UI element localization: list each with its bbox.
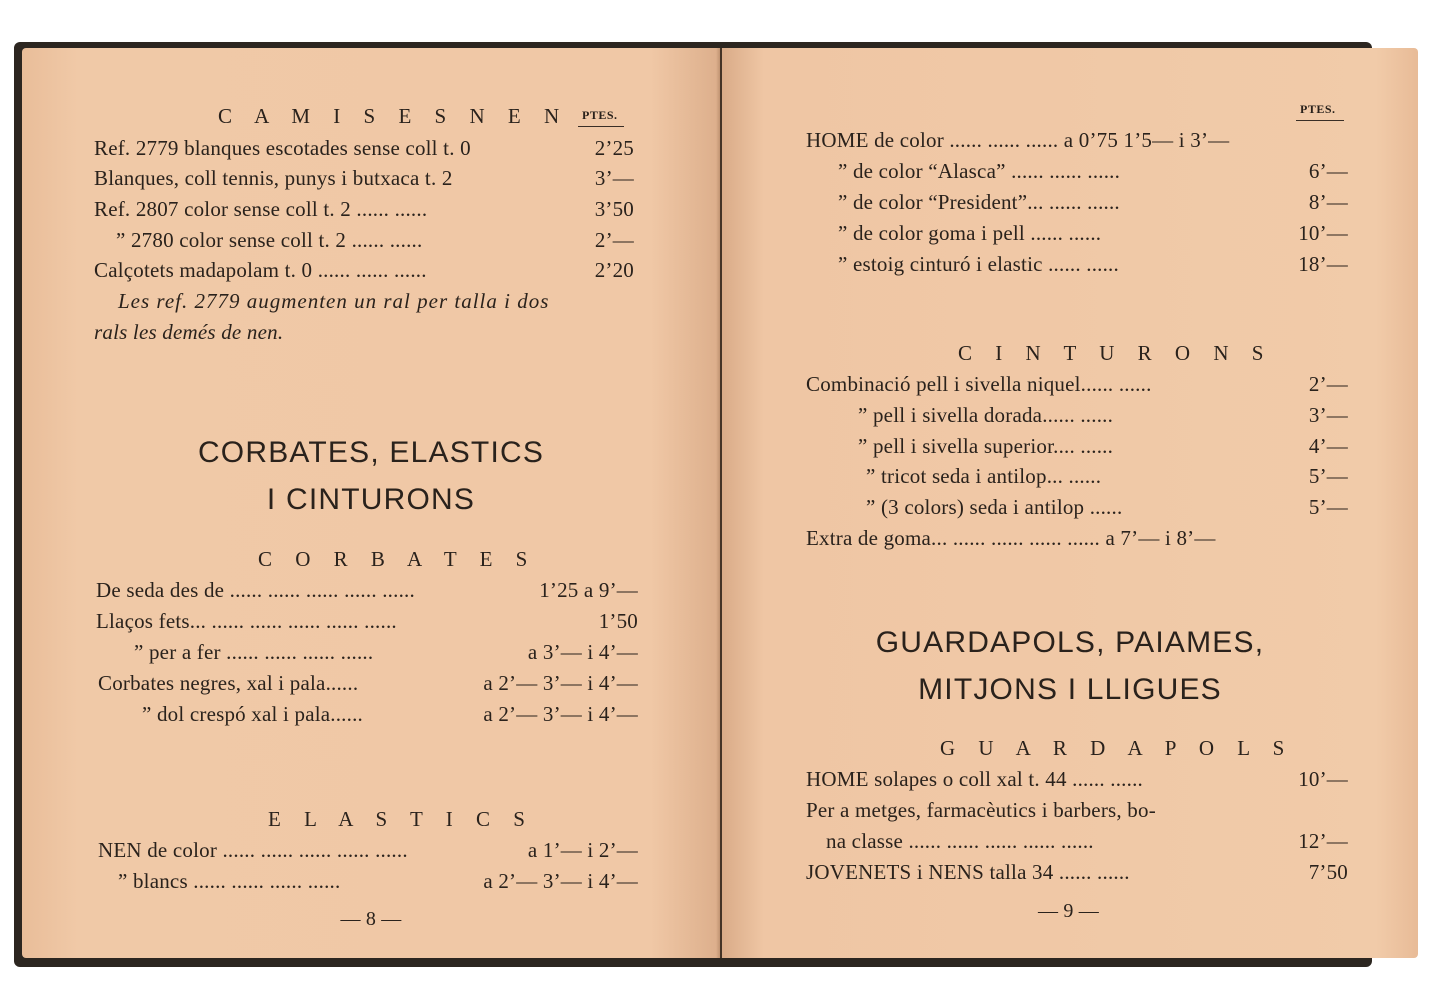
note-line-1: Les ref. 2779 augmenten un ral per talla i dos <box>118 289 550 313</box>
ptes-label: PTES. <box>1300 102 1336 116</box>
item-price: 2’— <box>1308 372 1348 396</box>
item-desc: HOME de color ...... ...... ...... a 0’75 1’5— i 3’— <box>806 128 1230 152</box>
item-price: 7’50 <box>1308 860 1348 884</box>
item-price: 1’25 a 9’— <box>539 578 638 602</box>
item-desc: Extra de goma... ...... ...... ...... ...... a 7’— i 8’— <box>806 526 1216 550</box>
item-desc: Corbates negres, xal i pala...... <box>98 671 359 695</box>
item-desc: ” dol crespó xal i pala...... <box>142 702 363 726</box>
item-desc: ” pell i sivella superior.... ...... <box>858 434 1114 458</box>
item-price: 2’25 <box>594 136 634 160</box>
item-price: 3’— <box>1308 403 1348 427</box>
item-desc: Llaços fets... ...... ...... ...... ...... ...... <box>96 609 397 633</box>
ptes-underline <box>1296 120 1344 121</box>
item-price: a 2’— 3’— i 4’— <box>483 702 638 726</box>
item-desc: ” tricot seda i antilop... ...... <box>866 464 1102 488</box>
item-desc: ” de color “Alasca” ...... ...... ...... <box>838 159 1121 183</box>
item-price: 2’— <box>594 228 634 252</box>
item-price: 3’— <box>594 166 634 190</box>
section-title-guardapols: G U A R D A P O L S <box>940 736 1294 760</box>
item-desc: NEN de color ...... ...... ...... ...... ...... <box>98 838 408 862</box>
ptes-underline <box>578 126 624 127</box>
item-desc: ” (3 colors) seda i antilop ...... <box>866 495 1123 519</box>
section-title-cinturons: C I N T U R O N S <box>958 341 1273 365</box>
section-title-corbates: C O R B A T E S <box>258 547 537 571</box>
item-price: 18’— <box>1298 252 1348 276</box>
item-desc: JOVENETS i NENS talla 34 ...... ...... <box>806 860 1130 884</box>
item-price: 10’— <box>1298 221 1348 245</box>
item-desc: na classe ...... ...... ...... ...... ...... <box>826 829 1094 853</box>
heading-line-2: MITJONS I LLIGUES <box>918 673 1222 706</box>
item-price: a 1’— i 2’— <box>527 838 638 862</box>
item-desc: Per a metges, farmacèutics i barbers, bo- <box>806 798 1156 822</box>
item-price: 6’— <box>1308 159 1348 183</box>
item-desc: Ref. 2807 color sense coll t. 2 ...... ...... <box>94 197 428 221</box>
item-desc: Combinació pell i sivella niquel...... ...... <box>806 372 1152 396</box>
item-desc: Ref. 2779 blanques escotades sense coll t. 0 <box>94 136 471 160</box>
item-desc: ” 2780 color sense coll t. 2 ...... ...... <box>116 228 423 252</box>
item-desc: Calçotets madapolam t. 0 ...... ...... ...... <box>94 258 427 282</box>
item-desc: De seda des de ...... ...... ...... ...... ...... <box>96 578 415 602</box>
right-page <box>722 48 1418 958</box>
item-desc: ” blancs ...... ...... ...... ...... <box>118 869 341 893</box>
item-price: 5’— <box>1308 495 1348 519</box>
item-desc: HOME solapes o coll xal t. 44 ...... ...... <box>806 767 1143 791</box>
section-title-elastics: E L A S T I C S <box>268 807 534 831</box>
item-price: 10’— <box>1298 767 1348 791</box>
heading-line-2: I CINTURONS <box>266 483 476 516</box>
item-price: 4’— <box>1308 434 1348 458</box>
item-price: a 3’— i 4’— <box>527 640 638 664</box>
item-desc: ” de color “President”... ...... ...... <box>838 190 1120 214</box>
item-price: 3’50 <box>594 197 634 221</box>
item-price: 5’— <box>1308 464 1348 488</box>
item-price: 2’20 <box>594 258 634 282</box>
section-title-camises-nen: C A M I S E S N E N <box>218 104 569 128</box>
heading-line-1: GUARDAPOLS, PAIAMES, <box>875 626 1265 659</box>
left-page <box>22 48 720 958</box>
page-number: — 9 — <box>1038 900 1099 922</box>
item-price: a 2’— 3’— i 4’— <box>483 869 638 893</box>
heading-line-1: CORBATES, ELASTICS <box>197 436 545 469</box>
item-desc: ” estoig cinturó i elastic ...... ...... <box>838 252 1119 276</box>
item-desc: Blanques, coll tennis, punys i butxaca t. 2 <box>94 166 453 190</box>
note-line-2: rals les demés de nen. <box>94 320 284 344</box>
ptes-label: PTES. <box>582 108 618 122</box>
page-number: — 8 — <box>340 908 402 930</box>
item-price: 8’— <box>1308 190 1348 214</box>
item-desc: ” pell i sivella dorada...... ...... <box>858 403 1114 427</box>
item-desc: ” per a fer ...... ...... ...... ...... <box>134 640 374 664</box>
item-desc: ” de color goma i pell ...... ...... <box>838 221 1102 245</box>
item-price: a 2’— 3’— i 4’— <box>483 671 638 695</box>
item-price: 1’50 <box>598 609 638 633</box>
item-price: 12’— <box>1298 829 1348 853</box>
